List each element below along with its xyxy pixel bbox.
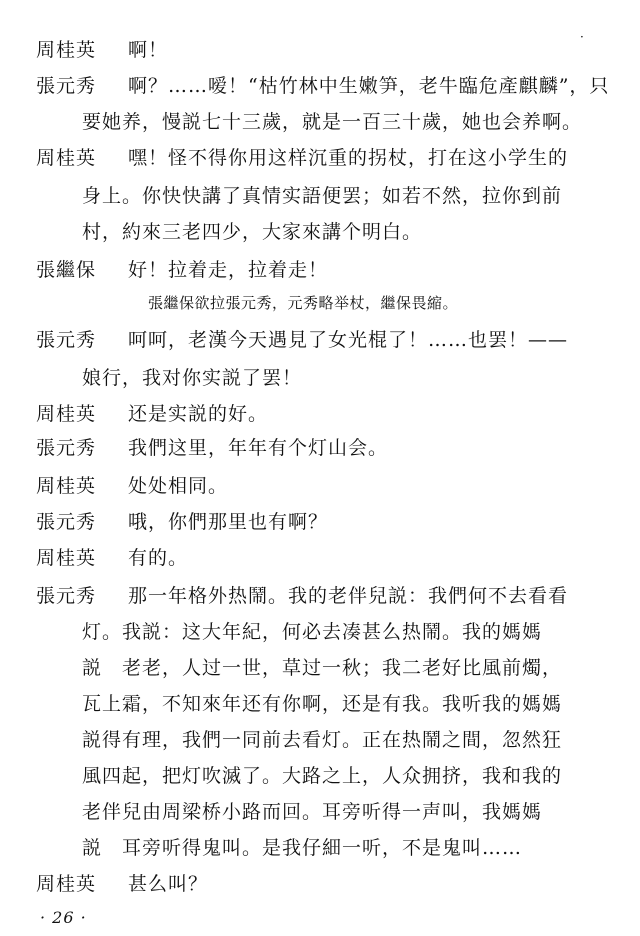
speaker-name: 周桂英: [36, 547, 97, 569]
dialogue-text: 説 老老，人过一世，草过一秋；我二老好比風前燭，: [82, 657, 563, 679]
dialogue-continuation: [82, 800, 616, 824]
dialogue-line: [36, 402, 616, 426]
dialogue-text: 那一年格外热鬧。我的老伴兒説：我們何不去看看: [128, 585, 569, 607]
speaker-name: 張元秀: [36, 329, 97, 351]
dialogue-text: 老伴兒由周梁桥小路而回。耳旁听得一声叫，我媽媽: [82, 801, 543, 823]
dialogue-text: 瓦上霜，不知來年还有你啊，还是有我。我听我的媽媽: [82, 693, 563, 715]
page-number: · 26 ·: [40, 908, 87, 927]
speaker-name: 周桂英: [36, 475, 97, 497]
speaker-name: 張元秀: [36, 437, 97, 459]
speaker-name: 張元秀: [36, 511, 97, 533]
dialogue-text: 还是实説的好。: [128, 403, 269, 425]
dialogue-continuation: [82, 764, 616, 788]
dialogue-line: [36, 510, 616, 534]
dialogue-text: 啊！: [128, 39, 169, 61]
dialogue-text: 要她养，慢説七十三歲，就是一百三十歲，她也会养啊。: [82, 111, 583, 133]
dialogue-line: [36, 258, 616, 282]
dialogue-continuation: [82, 692, 616, 716]
speaker-name: 周桂英: [36, 147, 97, 169]
dialogue-text: 啊？……嗳！“枯竹林中生嫩笋，老牛臨危產麒麟”，只: [128, 75, 610, 97]
dialogue-continuation: [82, 656, 616, 680]
dialogue-text: 風四起，把灯吹滅了。大路之上，人众拥挤，我和我的: [82, 765, 563, 787]
dialogue-continuation: [82, 110, 616, 134]
speaker-name: 周桂英: [36, 39, 97, 61]
dialogue-continuation: [82, 728, 616, 752]
corner-mark: ·: [580, 30, 584, 44]
stage-direction: [148, 293, 616, 313]
dialogue-text: 娘行，我对你实説了罢！: [82, 367, 303, 389]
dialogue-continuation: [82, 620, 616, 644]
speaker-name: 周桂英: [36, 873, 97, 895]
dialogue-text: 好！拉着走，拉着走！: [128, 259, 329, 281]
dialogue-line: [36, 436, 616, 460]
dialogue-text: 我們这里，年年有个灯山会。: [128, 437, 389, 459]
dialogue-continuation: [82, 836, 616, 860]
dialogue-text: 村，約來三老四少，大家來講个明白。: [82, 221, 423, 243]
stage-direction-text: 張繼保欲拉張元秀，元秀略举杖，繼保畏縮。: [148, 294, 459, 312]
dialogue-line: [36, 474, 616, 498]
dialogue-line: [36, 74, 616, 98]
dialogue-text: 甚么叫？: [128, 873, 209, 895]
dialogue-continuation: [82, 220, 616, 244]
dialogue-text: 灯。我説：这大年紀，何必去凑甚么热鬧。我的媽媽: [82, 621, 543, 643]
dialogue-line: [36, 546, 616, 570]
dialogue-line: [36, 146, 616, 170]
dialogue-text: 説 耳旁听得鬼叫。是我仔細一听，不是鬼叫……: [82, 837, 523, 859]
speaker-name: 張元秀: [36, 75, 97, 97]
dialogue-continuation: [82, 366, 616, 390]
dialogue-text: 处处相同。: [128, 475, 229, 497]
dialogue-text: 身上。你快快講了真情实語便罢；如若不然，拉你到前: [82, 185, 563, 207]
dialogue-text: 哦，你們那里也有啊？: [128, 511, 329, 533]
dialogue-continuation: [82, 184, 616, 208]
dialogue-text: 説得有理，我們一同前去看灯。正在热鬧之間，忽然狂: [82, 729, 563, 751]
dialogue-text: 嘿！怪不得你用这样沉重的拐杖，打在这小学生的: [128, 147, 569, 169]
dialogue-line: [36, 38, 616, 62]
dialogue-text: 有的。: [128, 547, 189, 569]
dialogue-line: [36, 872, 616, 896]
speaker-name: 張繼保: [36, 259, 97, 281]
speaker-name: 張元秀: [36, 585, 97, 607]
dialogue-line: [36, 584, 616, 608]
dialogue-text: 呵呵，老漢今天遇見了女光棍了！……也罢！——: [128, 329, 569, 351]
speaker-name: 周桂英: [36, 403, 97, 425]
dialogue-line: [36, 328, 616, 352]
